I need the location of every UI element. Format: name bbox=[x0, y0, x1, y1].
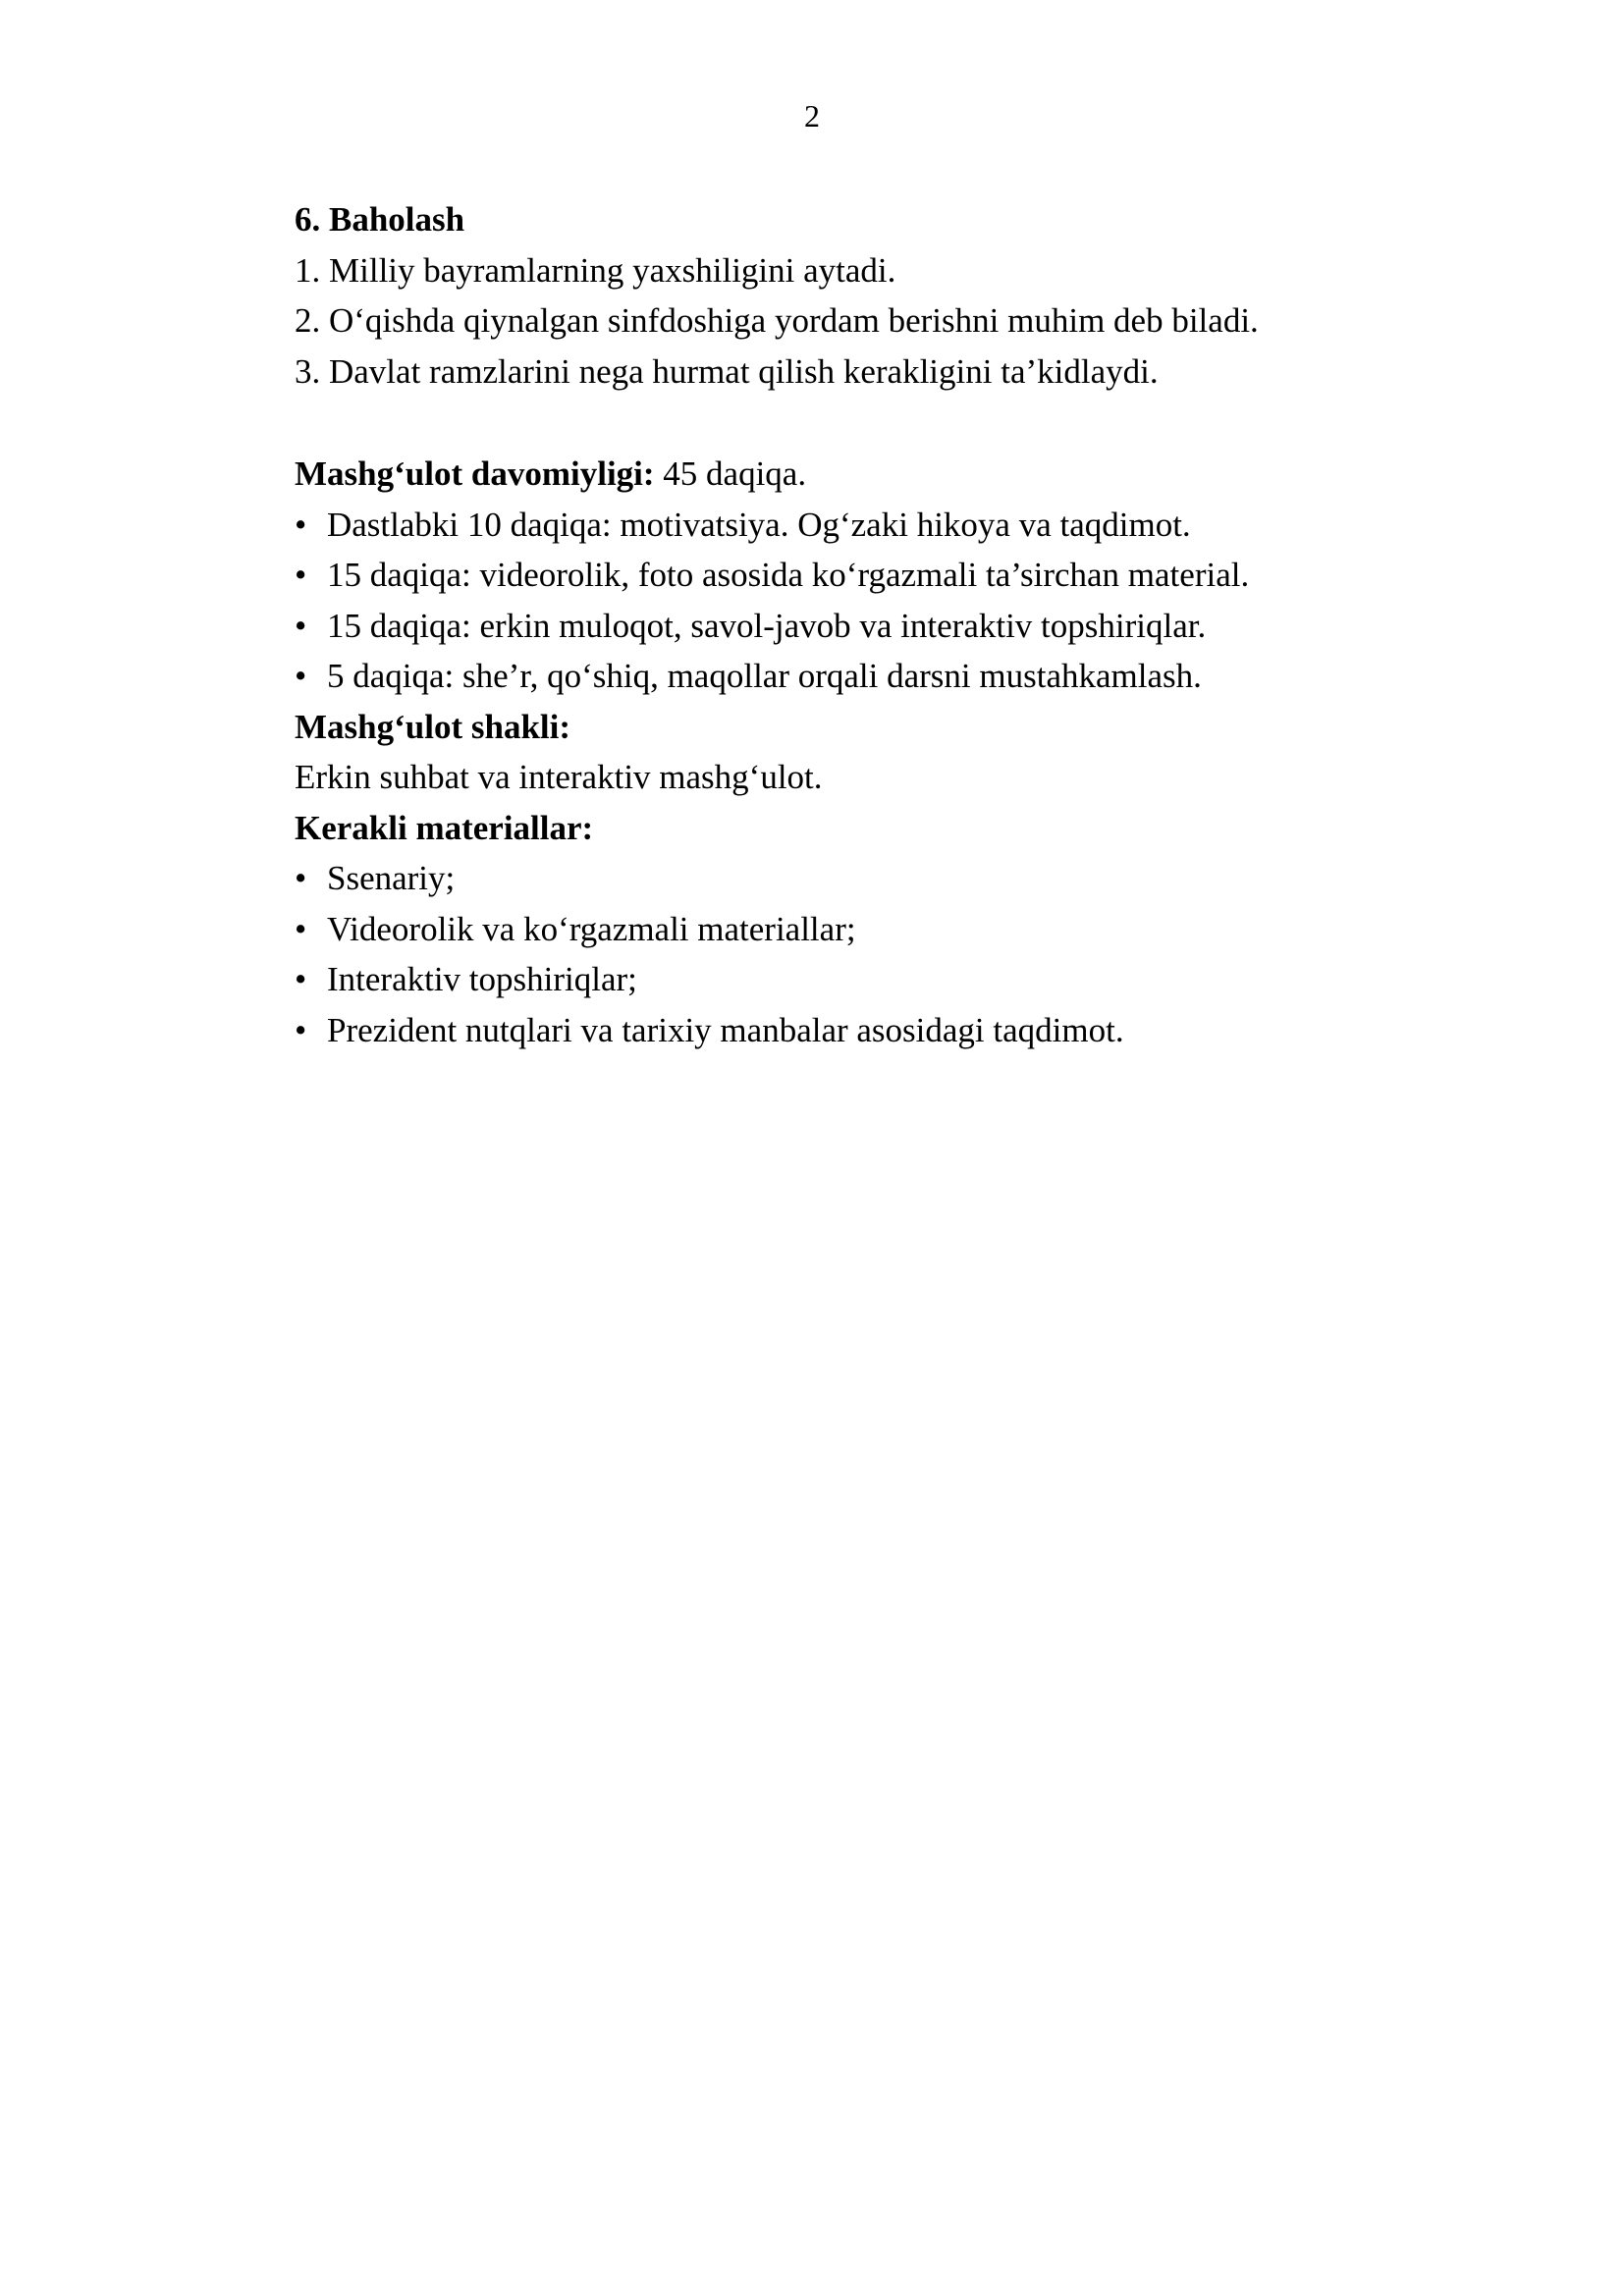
bullet-icon: • bbox=[295, 556, 307, 594]
form-section bbox=[295, 702, 1404, 803]
list-item-text: Ssenariy; bbox=[327, 859, 456, 897]
page-number: 2 bbox=[804, 98, 820, 133]
bullet-icon: • bbox=[295, 657, 307, 695]
list-item bbox=[295, 601, 1404, 652]
list-item-text: Videorolik va ko‘rgazmali materiallar; bbox=[327, 909, 856, 948]
list-item-text: 15 daqiqa: erkin muloqot, savol-javob va interaktiv topshiriqlar. bbox=[327, 606, 1207, 645]
materials-section bbox=[295, 803, 1404, 1056]
bullet-icon: • bbox=[295, 1010, 307, 1049]
baholash-item: 3. Davlat ramzlarini nega hurmat qilish kerakligini ta’kidlaydi. bbox=[295, 351, 1159, 391]
bullet-icon: • bbox=[295, 606, 307, 645]
section-spacer bbox=[295, 397, 1404, 449]
baholash-item: 2. O‘qishda qiynalgan sinfdoshiga yordam berishni muhim deb biladi. bbox=[295, 301, 1259, 340]
list-item bbox=[295, 853, 1404, 904]
list-item bbox=[295, 1005, 1404, 1056]
list-item-text: Dastlabki 10 daqiqa: motivatsiya. Og‘zaki hikoya va taqdimot. bbox=[327, 505, 1191, 544]
materials-label: Kerakli materiallar: bbox=[295, 808, 594, 847]
list-item bbox=[295, 550, 1404, 601]
duration-list bbox=[295, 500, 1404, 702]
baholash-section bbox=[295, 194, 1404, 397]
duration-section bbox=[295, 449, 1404, 702]
baholash-heading: 6. Baholash bbox=[295, 200, 465, 239]
list-item bbox=[295, 954, 1404, 1005]
duration-line bbox=[295, 449, 1404, 500]
list-item bbox=[295, 904, 1404, 955]
list-item-text: Interaktiv topshiriqlar; bbox=[327, 960, 637, 998]
form-label: Mashg‘ulot shakli: bbox=[295, 707, 571, 746]
form-text: Erkin suhbat va interaktiv mashg‘ulot. bbox=[295, 758, 823, 796]
list-item-text: 5 daqiqa: she’r, qo‘shiq, maqollar orqali darsni mustahkamlash. bbox=[327, 657, 1202, 695]
bullet-icon: • bbox=[295, 909, 307, 948]
duration-label: Mashg‘ulot davomiyligi: bbox=[295, 454, 655, 493]
materials-list bbox=[295, 853, 1404, 1055]
document-body bbox=[295, 194, 1404, 1055]
bullet-icon: • bbox=[295, 960, 307, 998]
list-item bbox=[295, 500, 1404, 551]
bullet-icon: • bbox=[295, 859, 307, 897]
baholash-item: 1. Milliy bayramlarning yaxshiligini aytadi. bbox=[295, 250, 896, 290]
bullet-icon: • bbox=[295, 505, 307, 544]
duration-value: 45 daqiqa. bbox=[654, 454, 807, 493]
list-item bbox=[295, 651, 1404, 702]
list-item-text: Prezident nutqlari va tarixiy manbalar asosidagi taqdimot. bbox=[327, 1010, 1124, 1049]
list-item-text: 15 daqiqa: videorolik, foto asosida ko‘rgazmali ta’sirchan material. bbox=[327, 556, 1250, 594]
